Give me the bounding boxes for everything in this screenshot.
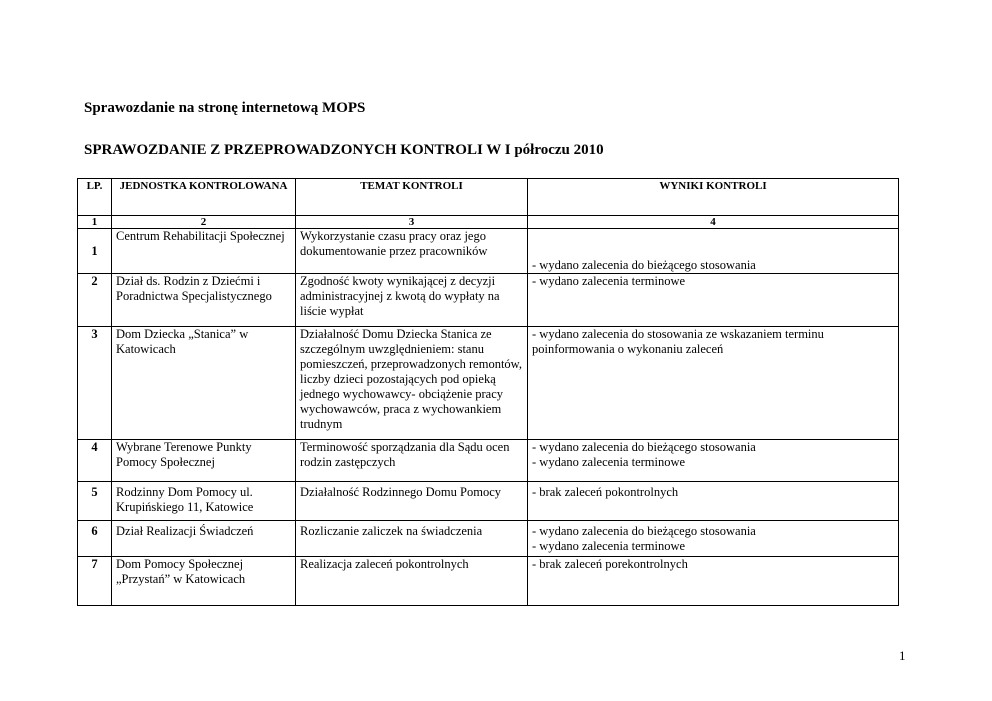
- row-unit: Dom Dziecka „Stanica” w Katowicach: [112, 327, 296, 440]
- row-topic: Rozliczanie zaliczek na świadczenia: [296, 521, 528, 557]
- header-lp: LP.: [78, 179, 112, 216]
- header-unit: JEDNOSTKA KONTROLOWANA: [112, 179, 296, 216]
- result-line: - wydano zalecenia do bieżącego stosowania: [532, 258, 756, 272]
- result-line: - wydano zalecenia terminowe: [532, 274, 686, 288]
- row-topic: Działalność Rodzinnego Domu Pomocy: [296, 482, 528, 521]
- col-number: 1: [78, 216, 112, 229]
- column-number-row: [78, 216, 899, 229]
- table-row: [78, 440, 899, 482]
- row-results: [528, 229, 899, 274]
- row-lp: 2: [78, 274, 112, 327]
- row-lp: 6: [78, 521, 112, 557]
- header-topic: TEMAT KONTROLI: [296, 179, 528, 216]
- result-line: - wydano zalecenia do bieżącego stosowania: [532, 440, 756, 454]
- result-line: - brak zaleceń porekontrolnych: [532, 557, 688, 571]
- row-results: [528, 440, 899, 482]
- row-unit: Dział Realizacji Świadczeń: [112, 521, 296, 557]
- row-lp: 4: [78, 440, 112, 482]
- table-row: [78, 521, 899, 557]
- col-number: 4: [528, 216, 899, 229]
- inspections-table: [77, 178, 899, 606]
- page-number: 1: [899, 648, 906, 663]
- row-topic: Terminowość sporządzania dla Sądu ocen rodzin zastępczych: [296, 440, 528, 482]
- row-lp: 7: [78, 557, 112, 606]
- row-lp: 1: [78, 229, 112, 274]
- row-results: [528, 521, 899, 557]
- row-topic: Realizacja zaleceń pokontrolnych: [296, 557, 528, 606]
- table-row: [78, 274, 899, 327]
- row-results: [528, 274, 899, 327]
- table-row: [78, 482, 899, 521]
- row-unit: Dział ds. Rodzin z Dziećmi i Poradnictwa Specjalistycznego: [112, 274, 296, 327]
- result-line: - brak zaleceń pokontrolnych: [532, 485, 679, 499]
- table-row: [78, 229, 899, 274]
- row-lp: 3: [78, 327, 112, 440]
- row-topic: Wykorzystanie czasu pracy oraz jego dokumentowanie przez pracowników: [296, 229, 528, 274]
- result-line: - wydano zalecenia terminowe: [532, 455, 686, 469]
- row-unit: Dom Pomocy Społecznej „Przystań” w Katowicach: [112, 557, 296, 606]
- row-unit: Centrum Rehabilitacji Społecznej: [112, 229, 296, 274]
- document-subtitle: Sprawozdanie na stronę internetową MOPS: [84, 100, 366, 116]
- row-results: [528, 327, 899, 440]
- row-lp: 5: [78, 482, 112, 521]
- col-number: 2: [112, 216, 296, 229]
- result-line: - wydano zalecenia do stosowania ze wskazaniem terminu poinformowania o wykonaniu zaleceń: [532, 327, 824, 356]
- row-unit: Rodzinny Dom Pomocy ul. Krupińskiego 11, Katowice: [112, 482, 296, 521]
- col-number: 3: [296, 216, 528, 229]
- row-topic: Działalność Domu Dziecka Stanica ze szczególnym uwzględnieniem: stanu pomieszczeń, przeprowadzonych remontów, liczby dzieci pozostających pod opieką jednego wychowawcy- obciążenie pracy wychowawców, praca z wychowankiem trudnym: [296, 327, 528, 440]
- result-line: - wydano zalecenia do bieżącego stosowania: [532, 524, 756, 538]
- row-results: [528, 557, 899, 606]
- report-title: SPRAWOZDANIE Z PRZEPROWADZONYCH KONTROLI W I półroczu 2010: [84, 142, 604, 158]
- header-results: WYNIKI KONTROLI: [528, 179, 899, 216]
- row-unit: Wybrane Terenowe Punkty Pomocy Społecznej: [112, 440, 296, 482]
- table-row: [78, 327, 899, 440]
- table-header-row: [78, 179, 899, 216]
- row-topic: Zgodność kwoty wynikającej z decyzji administracyjnej z kwotą do wypłaty na liście wypłat: [296, 274, 528, 327]
- result-line: - wydano zalecenia terminowe: [532, 539, 686, 553]
- row-results: [528, 482, 899, 521]
- table-row: [78, 557, 899, 606]
